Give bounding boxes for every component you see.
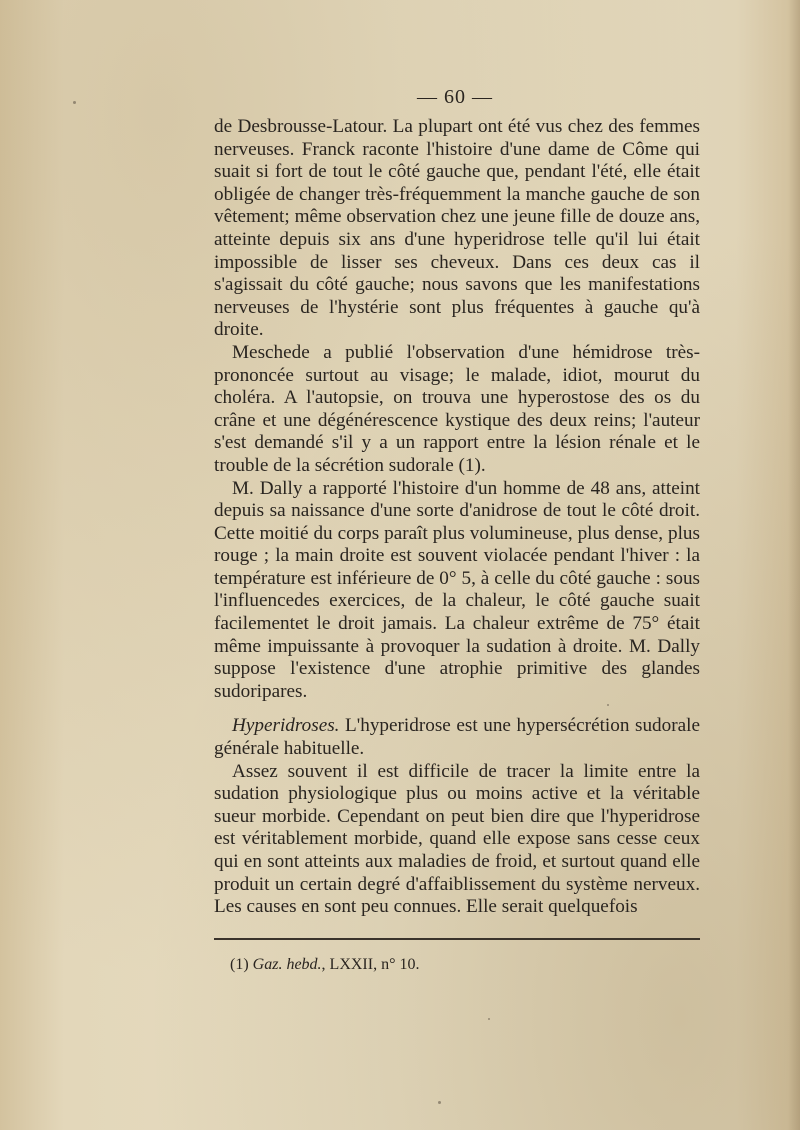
page-number: — 60 —: [417, 86, 493, 108]
footnote-reference: , LXXII, n° 10.: [321, 956, 420, 973]
footnote: [230, 955, 690, 975]
paragraph-continuation: de Desbrousse-Latour. La plupart ont été vus chez des femmes nerveuses. Franck raconte l'histoire d'une dame de Côme qui suait si fort de tout le côté gauche que, pendant l'été, elle était obligée de changer très-fréquemment la manche gauche de son vêtement; même observation chez une jeune fille de douze ans, atteinte depuis six ans d'une hyperidrose telle qu'il lui était impossible de lisser ses cheveux. Dans ces deux cas il s'agissait du côté gauche; nous savons que les manifestations nerveuses de l'hystérie sont plus fréquentes à gauche qu'à droite.: [214, 116, 700, 341]
footnote-marker: (1): [230, 956, 249, 973]
paper-speck: [73, 101, 76, 104]
paper-speck: [438, 1101, 441, 1104]
page-edge-shadow: [788, 0, 800, 1130]
paragraph-causes: Assez souvent il est difficile de tracer la limite entre la sudation physiologique plus ou moins active et la véritable sueur morbide. Cependant on peut bien dire que l'hyperidrose est véritablement morbide, quand elle expose sans cesse ceux qui en sont atteints aux maladies de froid, et surtout quand elle produit un certain degré d'affaiblissement du système nerveux. Les causes en sont peu connues. Elle serait quelquefois: [214, 760, 700, 918]
paper-speck: [488, 1018, 490, 1020]
footnote-rule: [214, 938, 700, 940]
paragraph-hyperidroses: [214, 715, 700, 760]
paper-speck: [607, 704, 609, 706]
footnote-source: Gaz. hebd.: [252, 956, 322, 973]
paragraph-meschede: Meschede a publié l'observation d'une hémidrose très-prononcée surtout au visage; le malade, idiot, mourut du choléra. A l'autopsie, on trouva une hyperostose des os du crâne et une dégénérescence kystique des deux reins; l'auteur s'est demandé s'il y a un rapport entre la lésion rénale et le trouble de la sécrétion sudorale (1).: [214, 341, 700, 476]
hyperidroses-definition: L'hyperidrose est une hypersécrétion sudorale générale habituelle.: [214, 715, 700, 760]
body-text: [214, 116, 700, 919]
paragraph-dally: M. Dally a rapporté l'histoire d'un homme de 48 ans, atteint depuis sa naissance d'une sorte d'anidrose de tout le côté droit. Cette moitié du corps paraît plus volumineuse, plus dense, plus rouge ; la main droite est souvent violacée pendant l'hiver : la température est inférieure de 0° 5, à celle du côté gauche : sous l'influencedes exercices, de la chaleur, le côté gauche suait facilementet le droit jamais. La chaleur extrême de 75° était même impuissante à provoquer la sudation à droite. M. Dally suppose l'existence d'une atrophie primitive des glandes sudoripares.: [214, 477, 700, 702]
section-heading-hyperidroses: Hyperidroses.: [232, 715, 340, 737]
